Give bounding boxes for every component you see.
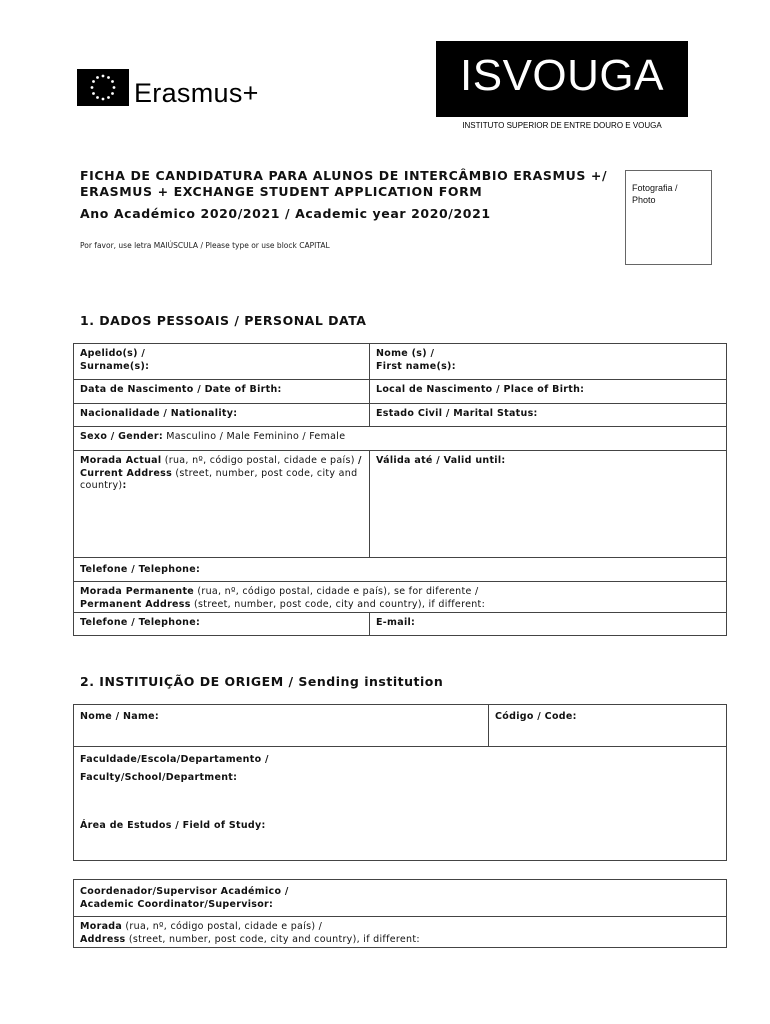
gender-options[interactable]: Masculino / Male Feminino / Female [162,431,346,442]
permanent-address-field[interactable] [73,581,727,613]
coordinator-address-label-en: Address [80,933,126,945]
eu-flag-icon [77,69,129,106]
email-label: E-mail: [376,617,416,628]
coordinator-label-l2: Academic Coordinator/Supervisor: [80,898,274,910]
permanent-address-label-line1 [80,586,720,599]
coordinator-address-hint-pt: (rua, nº, código postal, cidade e país) / [122,921,323,932]
current-address-hint-en: (street, number, post code, city and country) [80,467,358,491]
current-address-field[interactable] [73,450,370,558]
current-address-label-pt: Morada Actual [80,455,162,466]
marital-status-field[interactable] [369,403,727,427]
first-name-label-l1: Nome (s) / [376,348,435,359]
field-of-study-label: Área de Estudos / Field of Study: [80,820,266,831]
valid-until-field[interactable] [369,450,727,558]
coordinator-address-field[interactable] [73,916,727,948]
coordinator-label-l1: Coordenador/Supervisor Académico / [80,886,289,897]
valid-until-label: Válida até / Valid until: [376,455,506,466]
email-field[interactable] [369,612,727,636]
surname-label-l1: Apelido(s) / [80,348,146,359]
current-address-label [80,455,363,493]
section-sending-institution-heading: 2. INSTITUIÇÃO DE ORIGEM / Sending institution [80,674,444,689]
current-address-hint-pt: (rua, nº, código postal, cidade e país) [161,455,355,466]
faculty-field-of-study-block[interactable] [73,746,727,861]
permanent-address-label-line2 [80,599,720,612]
date-of-birth-label: Data de Nascimento / Date of Birth: [80,384,282,395]
coordinator-address-line2 [80,934,720,947]
permanent-address-hint-en: (street, number, post code, city and country), if different: [190,598,486,610]
academic-coordinator-field[interactable] [73,879,727,917]
nationality-label: Nacionalidade / Nationality: [80,408,238,419]
photo-box[interactable] [625,170,712,265]
current-address-colon: : [122,480,127,491]
first-name-field[interactable] [369,343,727,380]
faculty-label-l2: Faculty/School/Department: [80,772,238,783]
coordinator-address-line1 [80,921,720,934]
nationality-field[interactable] [73,403,370,427]
marital-status-label: Estado Civil / Marital Status: [376,408,538,419]
institution-name-field[interactable] [73,704,489,747]
permanent-address-label-pt: Morada Permanente [80,586,195,597]
section-personal-data-heading: 1. DADOS PESSOAIS / PERSONAL DATA [80,313,367,328]
coordinator-address-label-pt: Morada [80,921,123,932]
place-of-birth-field[interactable] [369,379,727,404]
instruction-note: Por favor, use letra MAIÚSCULA / Please type or use block CAPITAL [80,241,330,250]
gender-label: Sexo / Gender: [80,431,163,442]
first-name-label-l2: First name(s): [376,360,456,372]
place-of-birth-label: Local de Nascimento / Place of Birth: [376,384,585,395]
permanent-telephone-label: Telefone / Telephone: [80,617,201,628]
coordinator-address-hint-en: (street, number, post code, city and country), if different: [125,933,420,945]
academic-year: Ano Académico 2020/2021 / Academic year 2020/2021 [80,206,491,221]
photo-label: Fotografia / Photo [632,183,678,205]
permanent-telephone-field[interactable] [73,612,370,636]
surname-label-l2: Surname(s): [80,360,150,372]
faculty-label-l1: Faculdade/Escola/Departamento / [80,754,269,765]
isvouga-subtitle: INSTITUTO SUPERIOR DE ENTRE DOURO E VOUGA [462,121,662,130]
current-address-label-en: / Current Address [80,455,362,479]
telephone-label: Telefone / Telephone: [80,564,201,575]
isvouga-logo-text: ISVOUGA [460,51,664,100]
isvouga-logo [436,41,688,117]
institution-name-label: Nome / Name: [80,711,160,722]
erasmus-logo-text: Erasmus+ [134,78,259,108]
institution-code-field[interactable] [488,704,727,747]
telephone-field[interactable] [73,557,727,582]
permanent-address-hint-pt: (rua, nº, código postal, cidade e país), se for diferente / [194,586,479,597]
gender-field[interactable] [73,426,727,451]
institution-code-label: Código / Code: [495,711,577,722]
form-title-line2: ERASMUS + EXCHANGE STUDENT APPLICATION FORM [80,184,483,199]
permanent-address-label-en: Permanent Address [80,598,191,610]
date-of-birth-field[interactable] [73,379,370,404]
form-title-line1: FICHA DE CANDIDATURA PARA ALUNOS DE INTERCÂMBIO ERASMUS +/ [80,168,608,183]
surname-field[interactable] [73,343,370,380]
